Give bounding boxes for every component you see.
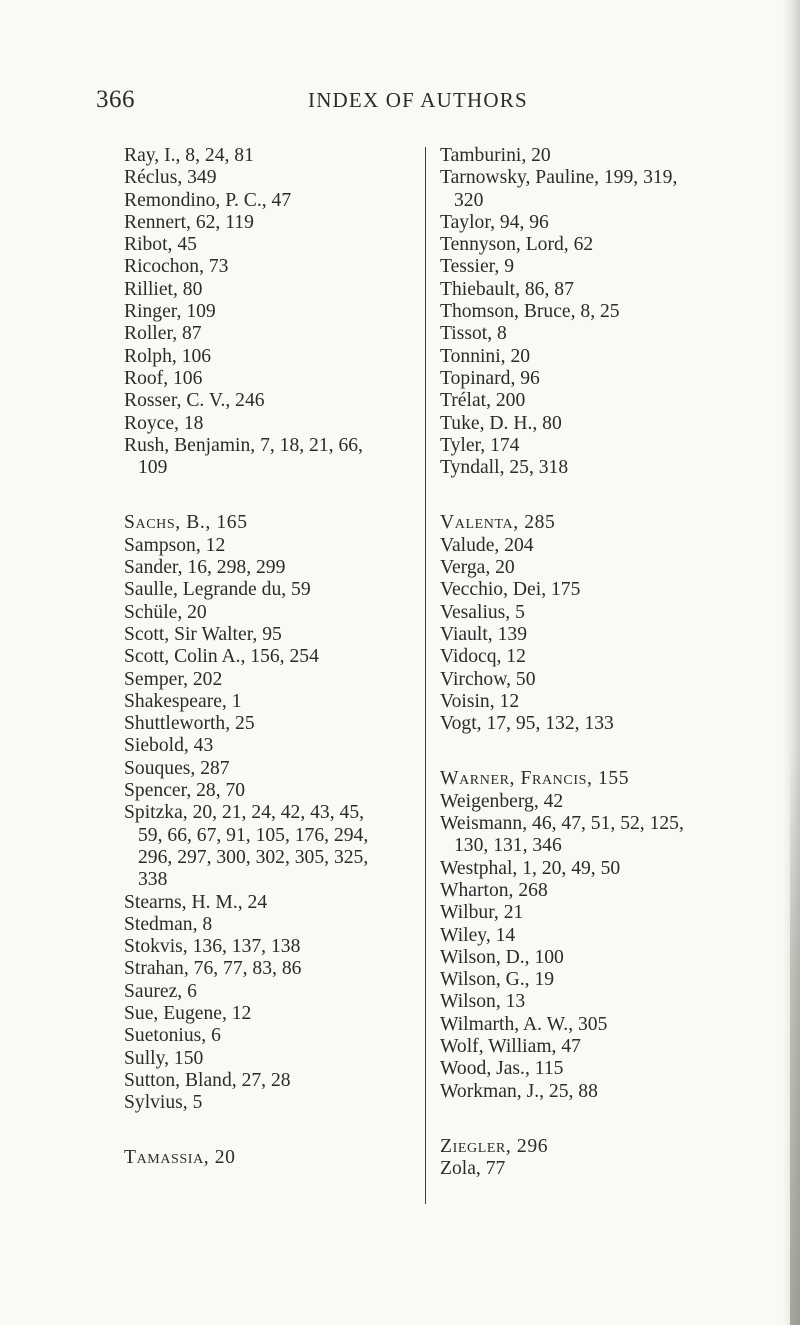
index-entry: Shakespeare, 1 — [124, 690, 242, 712]
index-entry: Warner, Francis, 155 — [440, 768, 630, 790]
index-entry: Thiebault, 86, 87 — [440, 278, 574, 300]
index-entry: Sampson, 12 — [124, 534, 226, 556]
index-entry: Roller, 87 — [124, 323, 202, 345]
index-section-v — [440, 512, 770, 735]
index-entry: Sully, 150 — [124, 1047, 204, 1069]
index-entry-continuation: 296, 297, 300, 302, 305, 325, — [138, 846, 369, 868]
right-column — [440, 145, 770, 1180]
index-entry: Viault, 139 — [440, 623, 527, 645]
section-gap — [124, 1114, 414, 1147]
index-section-s — [124, 512, 414, 1114]
index-entry: Virchow, 50 — [440, 668, 536, 690]
index-entry: Ray, I., 8, 24, 81 — [124, 145, 254, 166]
page-header — [96, 86, 666, 116]
index-entry: Westphal, 1, 20, 49, 50 — [440, 857, 621, 879]
page-edge-shadow — [790, 740, 800, 1325]
index-entry: Wolf, William, 47 — [440, 1035, 581, 1057]
index-entry: Tessier, 9 — [440, 256, 515, 278]
index-entry: Saurez, 6 — [124, 980, 197, 1002]
index-entry: Stokvis, 136, 137, 138 — [124, 936, 301, 958]
index-section-t — [440, 145, 770, 479]
index-entry: Tissot, 8 — [440, 323, 507, 345]
index-entry: Weigenberg, 42 — [440, 790, 564, 812]
index-entry: Semper, 202 — [124, 668, 223, 690]
index-entry: Royce, 18 — [124, 412, 204, 434]
index-entry: Rolph, 106 — [124, 345, 212, 367]
index-entry: Ricochon, 73 — [124, 256, 229, 278]
index-section-r — [124, 145, 414, 479]
index-entry: Sue, Eugene, 12 — [124, 1002, 252, 1024]
index-entry: Wilbur, 21 — [440, 902, 524, 924]
index-entry: Ringer, 109 — [124, 301, 216, 323]
index-entry: Wilmarth, A. W., 305 — [440, 1013, 608, 1035]
index-entry-continuation: 109 — [138, 457, 168, 479]
section-gap — [440, 735, 770, 768]
index-entry: Workman, J., 25, 88 — [440, 1080, 598, 1102]
index-entry: Trélat, 200 — [440, 390, 526, 412]
index-entry: Scott, Sir Walter, 95 — [124, 623, 282, 645]
index-entry-continuation: 59, 66, 67, 91, 105, 176, 294, — [138, 824, 369, 846]
index-entry: Réclus, 349 — [124, 167, 217, 189]
index-entry: Tamassia, 20 — [124, 1147, 236, 1169]
index-entry: Rilliet, 80 — [124, 278, 203, 300]
index-entry: Vecchio, Dei, 175 — [440, 579, 581, 601]
index-entry: Wilson, 13 — [440, 991, 526, 1013]
index-entry: Schüle, 20 — [124, 601, 207, 623]
index-entry: Zola, 77 — [440, 1158, 506, 1180]
index-entry: Valenta, 285 — [440, 512, 556, 534]
column-divider — [425, 147, 426, 1204]
index-entry: Wilson, D., 100 — [440, 946, 564, 968]
index-entry: Souques, 287 — [124, 757, 230, 779]
index-entry-continuation: 338 — [138, 869, 168, 891]
index-entry: Valude, 204 — [440, 534, 534, 556]
index-entry: Sylvius, 5 — [124, 1092, 203, 1114]
index-entry: Roof, 106 — [124, 367, 203, 389]
index-entry: Tamburini, 20 — [440, 145, 551, 166]
index-entry: Rush, Benjamin, 7, 18, 21, 66, — [124, 434, 363, 456]
index-entry-continuation: 320 — [454, 189, 484, 211]
section-gap — [440, 1103, 770, 1136]
index-entry: Tyler, 174 — [440, 434, 520, 456]
index-entry: Sander, 16, 298, 299 — [124, 557, 286, 579]
index-entry: Rennert, 62, 119 — [124, 211, 254, 233]
index-entry: Stearns, H. M., 24 — [124, 891, 268, 913]
index-entry: Suetonius, 6 — [124, 1025, 221, 1047]
index-entry: Ribot, 45 — [124, 234, 197, 256]
left-column — [124, 145, 414, 1170]
section-gap — [440, 479, 770, 512]
index-entry: Ziegler, 296 — [440, 1135, 549, 1157]
index-entry: Tuke, D. H., 80 — [440, 412, 562, 434]
index-section-z — [440, 1136, 770, 1181]
index-entry: Spitzka, 20, 21, 24, 42, 43, 45, — [124, 802, 365, 824]
index-entry: Thomson, Bruce, 8, 25 — [440, 301, 620, 323]
index-entry: Sachs, B., 165 — [124, 512, 248, 534]
index-entry: Tennyson, Lord, 62 — [440, 234, 594, 256]
index-entry: Vogt, 17, 95, 132, 133 — [440, 713, 614, 735]
page-number: 366 — [96, 86, 135, 113]
index-entry: Taylor, 94, 96 — [440, 211, 549, 233]
index-entry: Wiley, 14 — [440, 924, 516, 946]
index-entry: Shuttleworth, 25 — [124, 713, 255, 735]
index-entry: Rosser, C. V., 246 — [124, 390, 265, 412]
index-section-t-start — [124, 1147, 414, 1169]
index-entry: Spencer, 28, 70 — [124, 780, 246, 802]
index-entry: Vidocq, 12 — [440, 646, 526, 668]
index-entry: Wilson, G., 19 — [440, 969, 555, 991]
index-entry: Verga, 20 — [440, 557, 515, 579]
index-section-w — [440, 768, 770, 1102]
index-entry: Remondino, P. C., 47 — [124, 189, 292, 211]
index-entry: Sutton, Bland, 27, 28 — [124, 1069, 291, 1091]
index-entry: Strahan, 76, 77, 83, 86 — [124, 958, 302, 980]
index-entry: Saulle, Legrande du, 59 — [124, 579, 311, 601]
index-entry: Stedman, 8 — [124, 913, 213, 935]
index-entry-continuation: 130, 131, 346 — [454, 835, 562, 857]
index-entry: Topinard, 96 — [440, 367, 540, 389]
index-entry: Tarnowsky, Pauline, 199, 319, — [440, 167, 678, 189]
index-entry: Weismann, 46, 47, 51, 52, 125, — [440, 813, 684, 835]
section-gap — [124, 479, 414, 512]
index-entry: Wharton, 268 — [440, 879, 548, 901]
index-entry: Wood, Jas., 115 — [440, 1058, 564, 1080]
index-entry: Voisin, 12 — [440, 690, 520, 712]
index-entry: Scott, Colin A., 156, 254 — [124, 646, 319, 668]
running-head: INDEX OF AUTHORS — [308, 88, 528, 112]
index-entry: Vesalius, 5 — [440, 601, 525, 623]
index-entry: Tonnini, 20 — [440, 345, 531, 367]
index-entry: Siebold, 43 — [124, 735, 214, 757]
index-entry: Tyndall, 25, 318 — [440, 457, 569, 479]
